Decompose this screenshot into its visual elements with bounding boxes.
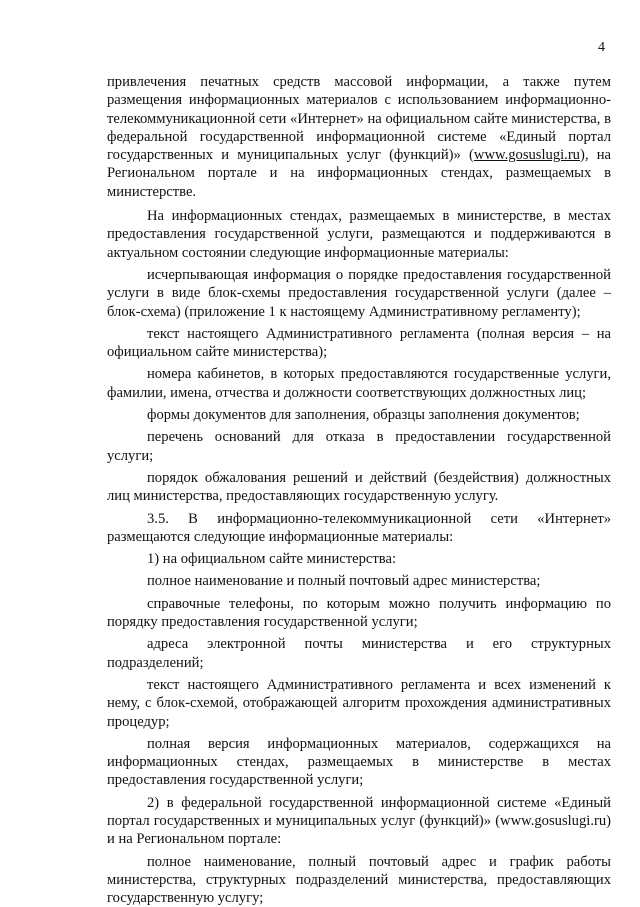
list-item-regulation-changes: текст настоящего Административного регламента и всех изменений к нему, с блок-схемой, отображающей алгоритм прохождения административных процедур; [107,676,611,730]
subsection-federal-portal: 2) в федеральной государственной информационной системе «Единый портал государственных и муниципальных услуг (функций)» (www.gosuslugi.ru) и на Региональном портале: [107,794,611,848]
list-item-phones: справочные телефоны, по которым можно получить информацию по порядку предоставления государственной услуги; [107,595,611,631]
list-item-refusal-grounds: перечень оснований для отказа в предоставлении государственной услуги; [107,429,611,464]
list-item-schedule: полное наименование, полный почтовый адрес и график работы министерства, структурных подразделений министерства, предоставляющих государственную услугу; [107,853,611,907]
list-item-cabinet-numbers: номера кабинетов, в которых предоставляются государственные услуги, фамилии, имена, отчества и должности соответствующих должностных лиц; [107,366,611,401]
paragraph-intro-text: привлечения печатных средств массовой информации, а также путем размещения информационных материалов с использованием информационно-телекоммуникационной сети «Интернет» на официальном сайте министерства, в федеральной государственной информационной системе «Единый портал государственных и муниципальных услуг (функций)» ( [107,74,611,164]
section-3-5-heading: 3.5. В информационно-телекоммуникационной сети «Интернет» размещаются следующие информационные материалы: [107,510,611,545]
gosuslugi-link[interactable]: www.gosuslugi.ru [473,147,580,164]
paragraph-intro-tail: ), на Региональном портале и на информационных стендах, размещаемых в министерстве. [107,147,612,200]
paragraph-intro [107,73,611,201]
list-item-appeal-procedure: порядок обжалования решений и действий (бездействия) должностных лиц министерства, предоставляющих государственную услугу. [107,469,611,505]
subsection-official-site: 1) на официальном сайте министерства: [147,551,397,568]
list-item-block-scheme: исчерпывающая информация о порядке предоставления государственной услуги в виде блок-схемы предоставления государственной услуги (далее – блок-схема) (приложение 1 к настоящему Административному регламенту); [107,266,611,320]
page-number: 4 [598,40,605,55]
list-item-full-name-address: полное наименование и полный почтовый адрес министерства; [147,573,541,590]
list-item-regulation-text: текст настоящего Административного регламента (полная версия – на официальном сайте министерства); [107,325,611,361]
list-item-emails: адреса электронной почты министерства и его структурных подразделений; [107,636,611,671]
paragraph-stands: На информационных стендах, размещаемых в министерстве, в местах предоставления государственной услуги, размещаются и поддерживаются в актуальном состоянии следующие информационные материалы: [107,208,611,261]
list-item-full-materials: полная версия информационных материалов, содержащихся на информационных стендах, размещаемых в министерстве в местах предоставления государственной услуги; [107,735,611,789]
document-body [107,73,611,907]
list-item-forms: формы документов для заполнения, образцы заполнения документов; [147,407,580,424]
